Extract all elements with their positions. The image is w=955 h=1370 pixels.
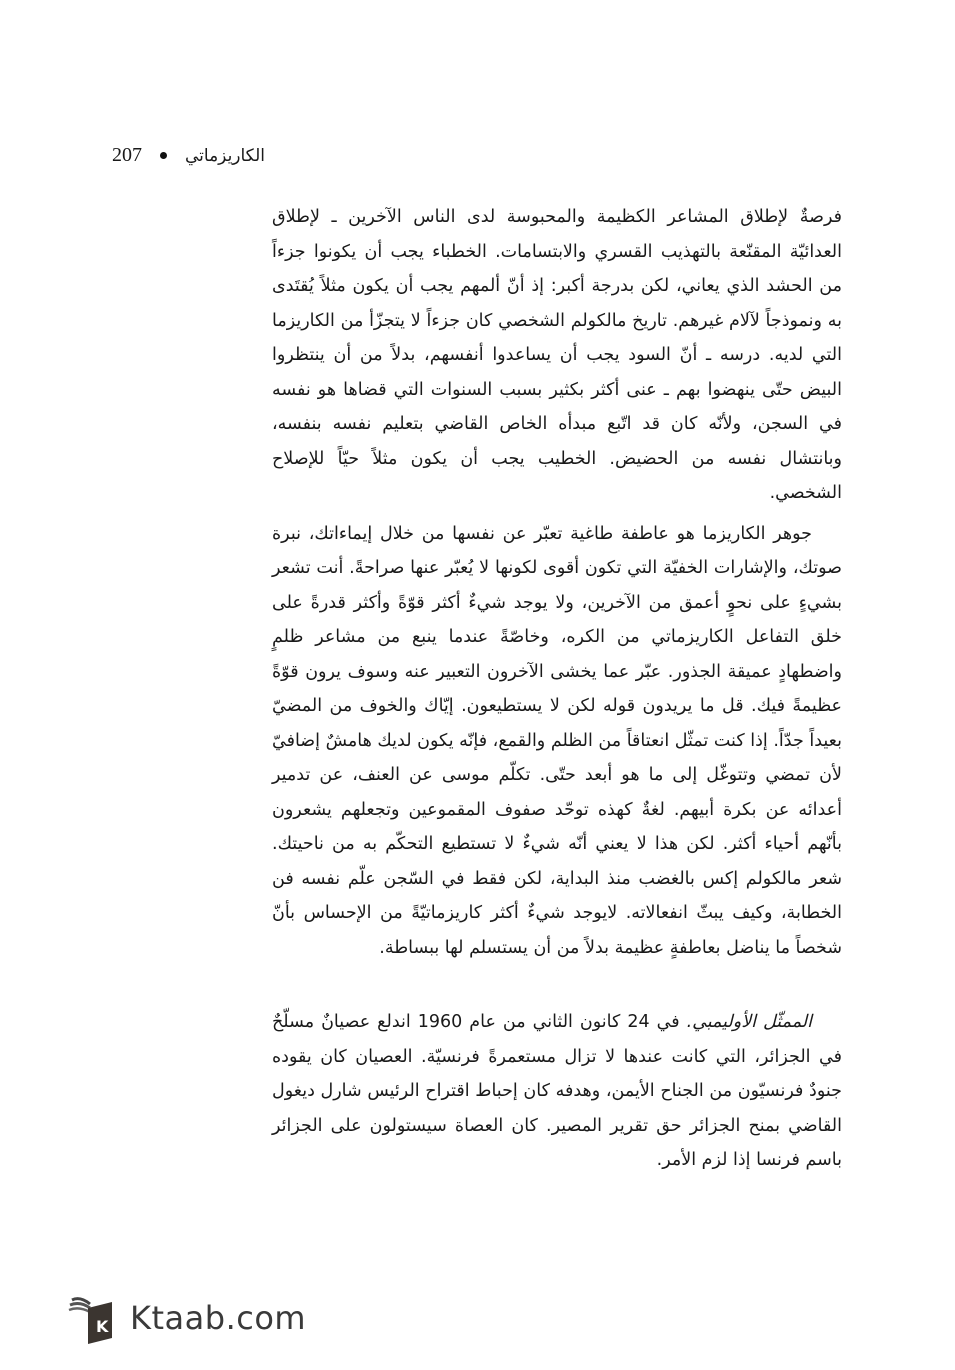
brand-name: Ktaab.com: [130, 1299, 307, 1337]
book-logo-icon: [60, 1290, 116, 1346]
paragraph-3-text: في 24 كانون الثاني من عام 1960 اندلع عصيانٌ مسلّحٌ في الجزائر، التي كانت عندها لا تزال مستعمرةً فرنسيّة. العصيان كان يقوده جنودٌ فرنسيّون من الجناح الأيمن، وهدفه كان إحباط اقتراح الرئيس شارل ديغول القاضي بمنح الجزائر حق تقرير المصير. كان العصاة سيستولون على الجزائر باسم فرنسا إذا لزم الأمر.: [272, 1012, 842, 1170]
paragraph-2: جوهر الكاريزما هو عاطفة طاغية تعبّر عن نفسها من خلال إيماءاتك، نبرة صوتك، والإشارات الخفيّة التي تكون أقوى لكونها لا يُعبّر عنها صراحةً. أنت تشعر بشيءٍ على نحوٍ أعمق من الآخرين، ولا يوجد شيءٌ أكثر قوّةً وأكثر قدرةً على خلق التفاعل الكاريزماتي من الكره، وخاصّةً عندما ينبع من مشاعر ظلمٍ واضطهادٍ عميقة الجذور. عبّر عما يخشى الآخرون التعبير عنه وسوف يرون قوّةً عظيمةً فيك. قل ما يريدون قوله لكن لا يستطيعون. إيّاك والخوف من المضيّ بعيداً جدّاً. إذا كنت تمثّل انعتاقاً من الظلم والقمع، فإنّه يكون لديك هامشٌ إضافيّ لأن تمضي وتتوغّل إلى ما هو أبعد حتّى. تكلّم موسى عن العنف، عن تدمير أعدائه عن بكرة أبيهم. لغةٌ كهذه توحّد صفوف المقموعين وتجعلهم يشعرون بأنّهم أحياء أكثر. لكن هذا لا يعني أنّه شيءٌ لا تستطيع التحكّم به من ناحيتك. شعر مالكولم إكس بالغضب منذ البداية، لكن فقط في السّجن علّم نفسه فن الخطابة، وكيف يبثّ انفعالاته. لايوجد شيءٌ أكثر كاريزماتيّةً من الإحساس بأنّ شخصاً ما يناضل بعاطفةٍ عظيمة بدلاً من أن يستسلم لها ببساطة.: [272, 523, 842, 958]
chapter-title: الكاريزماتي: [185, 145, 265, 166]
paragraph-1: فرصةٌ لإطلاق المشاعر الكظيمة والمحبوسة لدى الناس الآخرين ـ لإطلاق العدائيّة المقنّعة بالتهذيب القسري والابتسامات. الخطباء يجب أن يكونوا جزءاً من الحشد الذي يعاني، لكن بدرجة أكبر: إذ أنّ ألمهم يجب أن يكون مثلاً يُقتَدى به ونموذجاً لآلام غيرهم. تاريخ مالكولم الشخصي كان جزءاً لا يتجزّأ من الكاريزما التي لديه. درسه ـ أنّ السود يجب أن يساعدوا أنفسهم، بدلاً من أن ينتظروا البيض حتّى ينهضوا بهم ـ عنى أكثر بكثير بسبب السنوات التي قضاها هو نفسه في السجن، ولأنّه كان قد اتّبع مبدأه الخاص القاضي بتعليم نفسه بنفسه، وبانتشال نفسه من الحضيض. الخطيب يجب أن يكون مثلاً حيّاً للإصلاح الشخصي.: [272, 207, 842, 503]
ktaab-watermark: [60, 1290, 306, 1346]
body-text: [272, 200, 842, 1178]
svg-text:K: K: [96, 1317, 109, 1336]
running-head: [112, 144, 292, 167]
paragraph-3: [272, 1005, 842, 1178]
section-heading-inline: الممثّل الأوليمبي.: [686, 1012, 812, 1032]
page-number: 207: [112, 144, 142, 166]
bullet-separator: [160, 152, 167, 159]
